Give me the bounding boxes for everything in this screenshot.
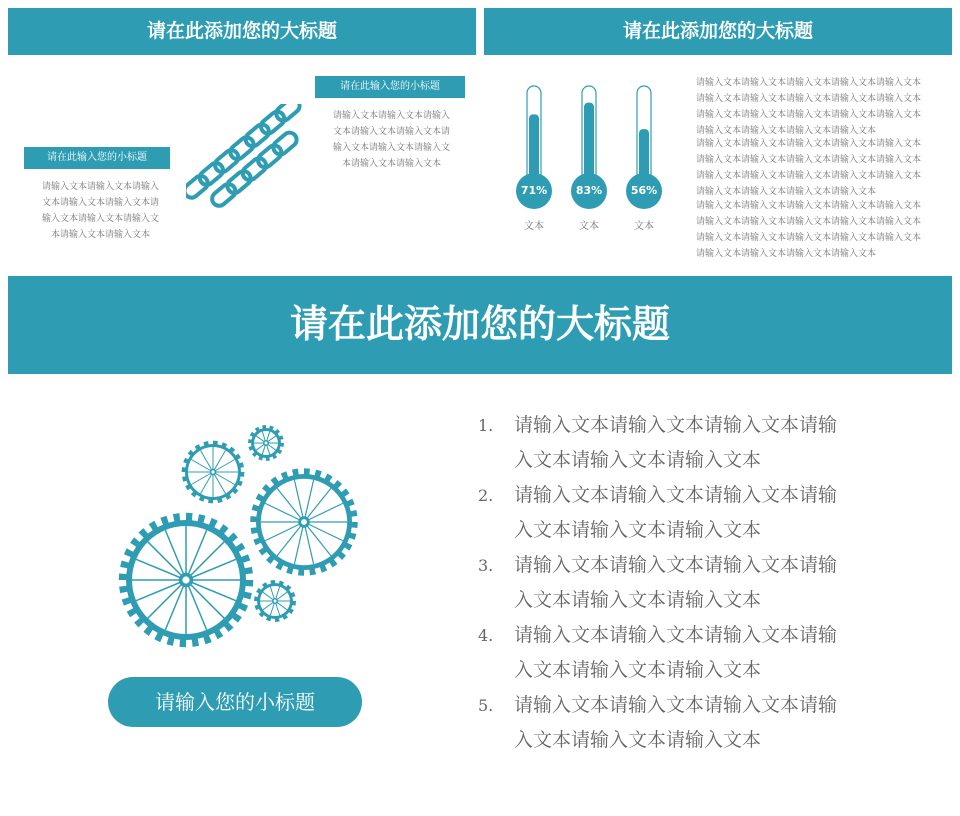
thermo-pct-2: 83% xyxy=(575,184,603,197)
list-number: 5. xyxy=(478,696,494,715)
text-line: 请输入文本请输入文本请输入文本请输入文本 xyxy=(696,187,877,197)
slide-1-title: 请在此添加您的大标题 xyxy=(8,8,476,55)
list-text xyxy=(514,548,898,618)
text-line: 本请输入文本请输入文本 xyxy=(50,230,150,240)
large-right-gear-icon xyxy=(250,468,358,576)
list-text xyxy=(514,478,898,548)
slide-2-thumbnail[interactable] xyxy=(484,8,952,258)
list-number: 3. xyxy=(478,556,494,575)
thermo-label-2: 文本 xyxy=(579,221,599,232)
text-line: 请输入文本请输入文本请输入文本请输 xyxy=(514,414,838,436)
slide-1-thumbnail[interactable] xyxy=(8,8,476,258)
text-line: 请输入文本请输入文本请输入文本请输 xyxy=(514,624,838,646)
text-line: 请输入文本请输入文本请输入文本请输入文本请输入文本 xyxy=(696,217,922,227)
subtitle-pill: 请输入您的小标题 xyxy=(108,677,362,727)
text-line: 请输入文本请输入文本请输入 xyxy=(332,111,450,121)
thermo-pct-3: 56% xyxy=(630,184,658,197)
list-item xyxy=(478,618,898,688)
list-item xyxy=(478,478,898,548)
large-gear-icon xyxy=(119,513,253,647)
small-bottom-gear-icon xyxy=(254,580,296,622)
thermometer-chart xyxy=(504,80,674,240)
text-line: 请输入文本请输入文本请输入文本请输入文本 xyxy=(696,249,877,258)
text-line: 请输入文本请输入文本请输入文本请输入文本请输入文本 xyxy=(696,139,922,149)
gears-icon xyxy=(104,416,374,656)
text-line: 文本请输入文本请输入文本请 xyxy=(41,198,159,208)
text-line: 入文本请输入文本请输入文本 xyxy=(514,519,762,541)
text-line: 请输入文本请输入文本请输入文本请输 xyxy=(514,694,838,716)
list-item xyxy=(478,688,898,758)
right-subtitle: 请在此输入您的小标题 xyxy=(315,76,465,98)
slide-2-title: 请在此添加您的大标题 xyxy=(484,8,952,55)
text-line: 请输入文本请输入文本请输入文本请输 xyxy=(514,554,838,576)
text-line: 文本请输入文本请输入文本请 xyxy=(332,127,450,137)
list-item xyxy=(478,408,898,478)
text-line: 请输入文本请输入文本请输入文本请输入文本请输入文本 xyxy=(696,78,922,88)
list-item xyxy=(478,548,898,618)
list-text xyxy=(514,618,898,688)
paragraph-3 xyxy=(696,198,936,258)
text-line: 输入文本请输入文本请输入文 xyxy=(41,214,159,224)
text-line: 输入文本请输入文本请输入文 xyxy=(332,143,450,153)
text-line: 请输入文本请输入文本请输入文本请输入文本请输入文本 xyxy=(696,94,922,104)
paragraph-1 xyxy=(696,75,936,139)
text-line: 请输入文本请输入文本请输入文本请输入文本请输入文本 xyxy=(696,110,922,120)
list-text xyxy=(514,688,898,758)
numbered-list xyxy=(478,408,898,758)
text-line: 请输入文本请输入文本请输入文本请输 xyxy=(514,484,838,506)
text-line: 请输入文本请输入文本请输入文本请输入文本 xyxy=(696,126,877,136)
paragraph-2 xyxy=(696,136,936,200)
text-line: 请输入文本请输入文本请输入文本请输入文本请输入文本 xyxy=(696,171,922,181)
list-number: 4. xyxy=(478,626,494,645)
text-line: 请输入文本请输入文本请输入 xyxy=(41,182,159,192)
text-line: 入文本请输入文本请输入文本 xyxy=(514,659,762,681)
text-line: 入文本请输入文本请输入文本 xyxy=(514,589,762,611)
slide-3-main[interactable] xyxy=(8,276,952,808)
text-line: 本请输入文本请输入文本 xyxy=(341,159,441,169)
list-number: 2. xyxy=(478,486,494,505)
small-gear-icon xyxy=(248,425,284,461)
thermo-label-3: 文本 xyxy=(634,221,654,232)
list-text xyxy=(514,408,898,478)
left-subtitle: 请在此输入您的小标题 xyxy=(24,147,170,169)
right-text xyxy=(329,108,454,172)
chain-link-icon xyxy=(186,104,316,214)
text-line: 请输入文本请输入文本请输入文本请输入文本请输入文本 xyxy=(696,155,922,165)
thermo-label-1: 文本 xyxy=(524,221,544,232)
text-line: 入文本请输入文本请输入文本 xyxy=(514,449,762,471)
left-text xyxy=(38,179,163,243)
text-line: 请输入文本请输入文本请输入文本请输入文本请输入文本 xyxy=(696,233,922,243)
medium-gear-icon xyxy=(182,441,245,504)
text-line: 请输入文本请输入文本请输入文本请输入文本请输入文本 xyxy=(696,201,922,211)
thermo-pct-1: 71% xyxy=(520,184,548,197)
slide-3-title: 请在此添加您的大标题 xyxy=(8,276,952,374)
list-number: 1. xyxy=(478,416,494,435)
text-line: 入文本请输入文本请输入文本 xyxy=(514,729,762,751)
